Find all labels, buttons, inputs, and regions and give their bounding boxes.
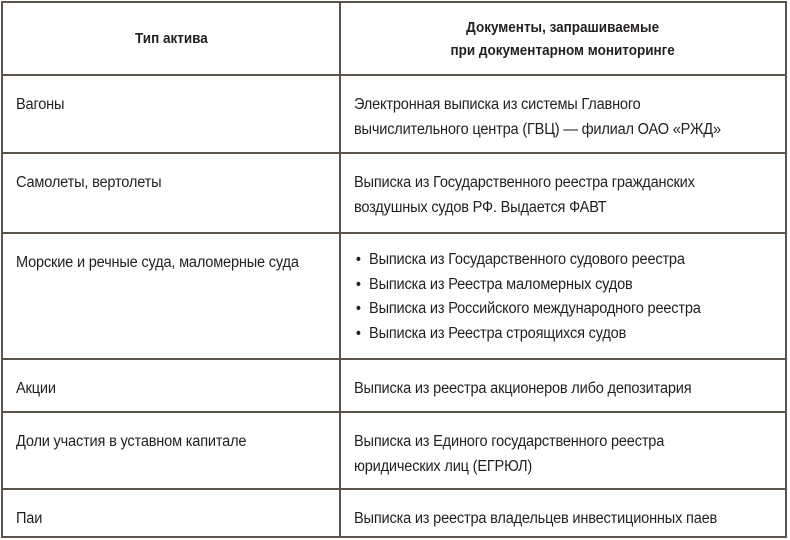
asset-name: Морские и речные суда, маломерные суда [16,254,299,271]
document-line: Выписка из Государственного реестра гражданских [354,174,695,191]
asset-name: Вагоны [16,96,65,113]
table-row [3,413,785,490]
document-line: Выписка из реестра акционеров либо депозитария [354,380,692,397]
table-row [3,490,785,538]
asset-name: Паи [16,510,43,527]
document-bullet-list [354,248,759,346]
bullet-icon: • [355,251,361,268]
header-cell-documents [341,3,785,74]
documents-cell [341,360,785,411]
document-line: Выписка из Единого государственного реестра [354,433,665,450]
table-header-row [3,3,785,76]
header-documents [451,16,675,62]
document-line: воздушных судов РФ. Выдается ФАВТ [354,199,607,216]
asset-name: Акции [16,380,56,397]
list-item [354,322,759,347]
list-item [354,297,759,322]
asset-cell [3,360,341,411]
table-row [3,234,785,360]
document-bullet-text: Выписка из Реестра маломерных судов [369,275,633,293]
documents-cell [341,154,785,232]
list-item [354,248,759,273]
asset-name: Самолеты, вертолеты [16,174,162,191]
asset-cell [3,490,341,538]
asset-name: Доли участия в уставном капитале [16,433,247,450]
table-row [3,76,785,154]
document-bullet-text: Выписка из Государственного судового реестра [369,251,685,268]
documents-cell [341,76,785,152]
document-line: вычислительного центра (ГВЦ) — филиал ОАО «РЖД» [354,121,721,138]
documents-cell [341,490,785,538]
asset-cell [3,413,341,488]
asset-cell [3,154,341,232]
list-item [354,273,759,298]
bullet-icon: • [355,275,361,293]
document-bullet-text: Выписка из Российского международного реестра [369,300,701,317]
documents-cell [341,234,785,358]
documents-cell [341,413,785,488]
document-line: Электронная выписка из системы Главного [354,96,641,113]
table-row [3,360,785,413]
bullet-icon: • [355,300,361,317]
asset-cell [3,76,341,152]
document-line: юридических лиц (ЕГРЮЛ) [354,458,533,475]
asset-documents-table [1,1,787,538]
asset-cell [3,234,341,358]
header-documents-line1: Документы, запрашиваемые [466,18,660,36]
document-bullet-text: Выписка из Реестра строящихся судов [369,324,627,342]
bullet-icon: • [355,324,361,342]
table-row [3,154,785,234]
header-asset-type: Тип актива [134,30,208,47]
header-documents-line2: при документарном мониторинге [450,41,676,59]
header-cell-asset-type [3,3,341,74]
document-line: Выписка из реестра владельцев инвестиционных паев [354,510,718,527]
